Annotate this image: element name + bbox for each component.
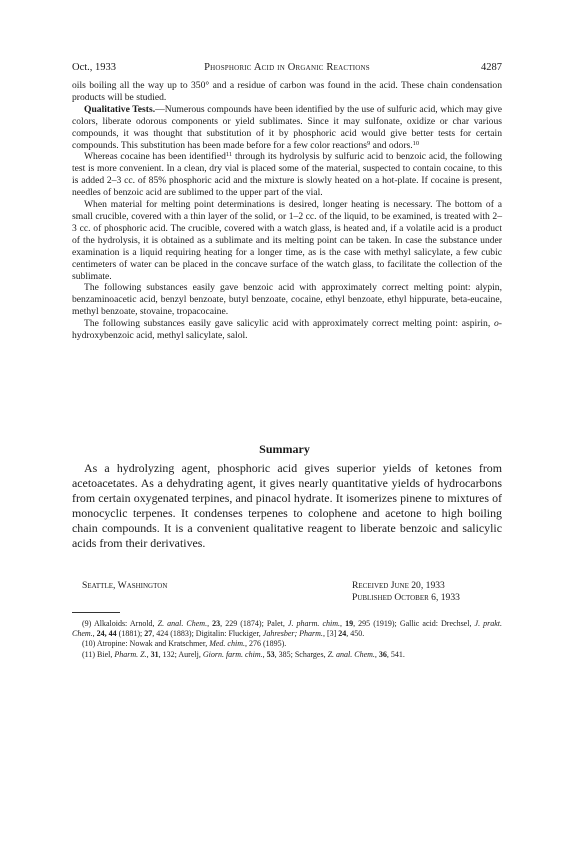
article-body [72, 80, 502, 342]
received-date: Received June 20, 1933 [352, 580, 445, 591]
paragraph-salicylic-list: The following substances easily gave salicylic acid with approximately correct melting point: aspirin, o-hydroxybenzoic acid, methyl salicylate, salol. [72, 318, 502, 342]
published-date: Published October 6, 1933 [352, 592, 460, 603]
footnote-11: (11) Biel, Pharm. Z., 31, 132; Aurelj, Giorn. farm. chim., 53, 385; Scharges, Z. anal. Chem., 36, 541. [82, 649, 405, 659]
footnote-9: (9) Alkaloids: Arnold, Z. anal. Chem., 23, 229 (1874); Palet, J. pharm. chim., 19, 295 (1919); Gallic acid: Drechsel, J. prakt. Chem., 24, 44 (1881); 27, 424 (1883); Digitalin: Fluckiger, Jahresber; Pharm., [3] 24, 450. [72, 619, 503, 639]
author-location: Seattle, Washington [82, 580, 168, 591]
footnote-rule [72, 612, 120, 613]
footnote-ref-10: 10 [412, 139, 420, 147]
signature-block [82, 580, 502, 608]
paragraph-cocaine-test: Whereas cocaine has been identified$^{11}$ through its hydrolysis by sulfuric acid to benzoic acid, the following test is more convenient. In a clean, dry vial is placed some of the material, suspected to contain cocaine, to this is added 2–3 cc. of 85% phosphoric acid and the mixture is slowly heated on a hot-plate. If cocaine is present, needles of benzoic acid are sublimed to the upper part of the vial. [72, 151, 502, 199]
paragraph-benzoic-list: The following substances easily gave benzoic acid with approximately correct melting point: alypin, benzaminoacetic acid, benzyl benzoate, butyl benzoate, cocaine, ethyl benzoate, ethyl hippurate, beta-eucaine, methyl benzoate, stovaine, tropacocaine. [72, 282, 502, 318]
footnotes [72, 619, 502, 660]
issue-date: Oct., 1933 [72, 62, 117, 73]
paragraph-qualitative-tests: Qualitative Tests.—Numerous compounds have been identified by the use of sulfuric acid, which may give colors, liberate odorous components or yield sublimates. Since it may sulfonate, oxidize or char various compounds, it was thought that substitution of it by phosphoric acid would give better tests for certain compounds. This substitution has been made before for a few color reactions$^9$ and odors.$^{10}$ [72, 103, 502, 151]
section-run-in-heading: Qualitative Tests. [84, 103, 156, 115]
footnote-10: (10) Atropine: Nowak and Kratschmer, Med. chim., 276 (1895). [82, 639, 287, 649]
running-title: Phosphoric Acid in Organic Reactions [204, 62, 370, 73]
dates-block [352, 580, 502, 604]
paragraph-continued: oils boiling all the way up to 350° and a residue of carbon was found in the acid. These chain condensation products will be studied. [72, 80, 502, 103]
paragraph-melting-point: When material for melting point determinations is desired, longer heating is necessary. The bottom of a small crucible, covered with a thin layer of the solid, or 1–2 cc. of the liquid, to be examined, is treated with 2–3 cc. of phosphoric acid. The crucible, covered with a watch glass, is heated and, if a volatile acid is a product of the hydrolysis, it is obtained as a sublimate and its melting point can be taken. In case the substance under examination is a liquid requiring heating for a longer time, as is the case with methyl salicylate, a few cubic centimeters of water can be placed in the concave surface of the watch glass, to facilitate the collection of the sublimate. [72, 199, 502, 282]
summary-heading: Summary [259, 442, 310, 456]
page-number: 4287 [481, 62, 502, 73]
running-header [72, 62, 502, 76]
summary-text: As a hydrolyzing agent, phosphoric acid gives superior yields of ketones from acetoacetates. As a dehydrating agent, it gives nearly quantitative yields of hydrocarbons from certain oxygenated terpines, and pinacol hydrate. It isomerizes pinene to mixtures of monocyclic terpenes. It condenses terpenes to colophene and acetone to high boiling chain compounds. It is a convenient qualitative reagent to liberate benzoic and salicylic acids from their derivatives. [72, 461, 502, 550]
footnote-ref-9: 9 [367, 139, 371, 147]
footnote-ref-11: 11 [225, 151, 233, 159]
